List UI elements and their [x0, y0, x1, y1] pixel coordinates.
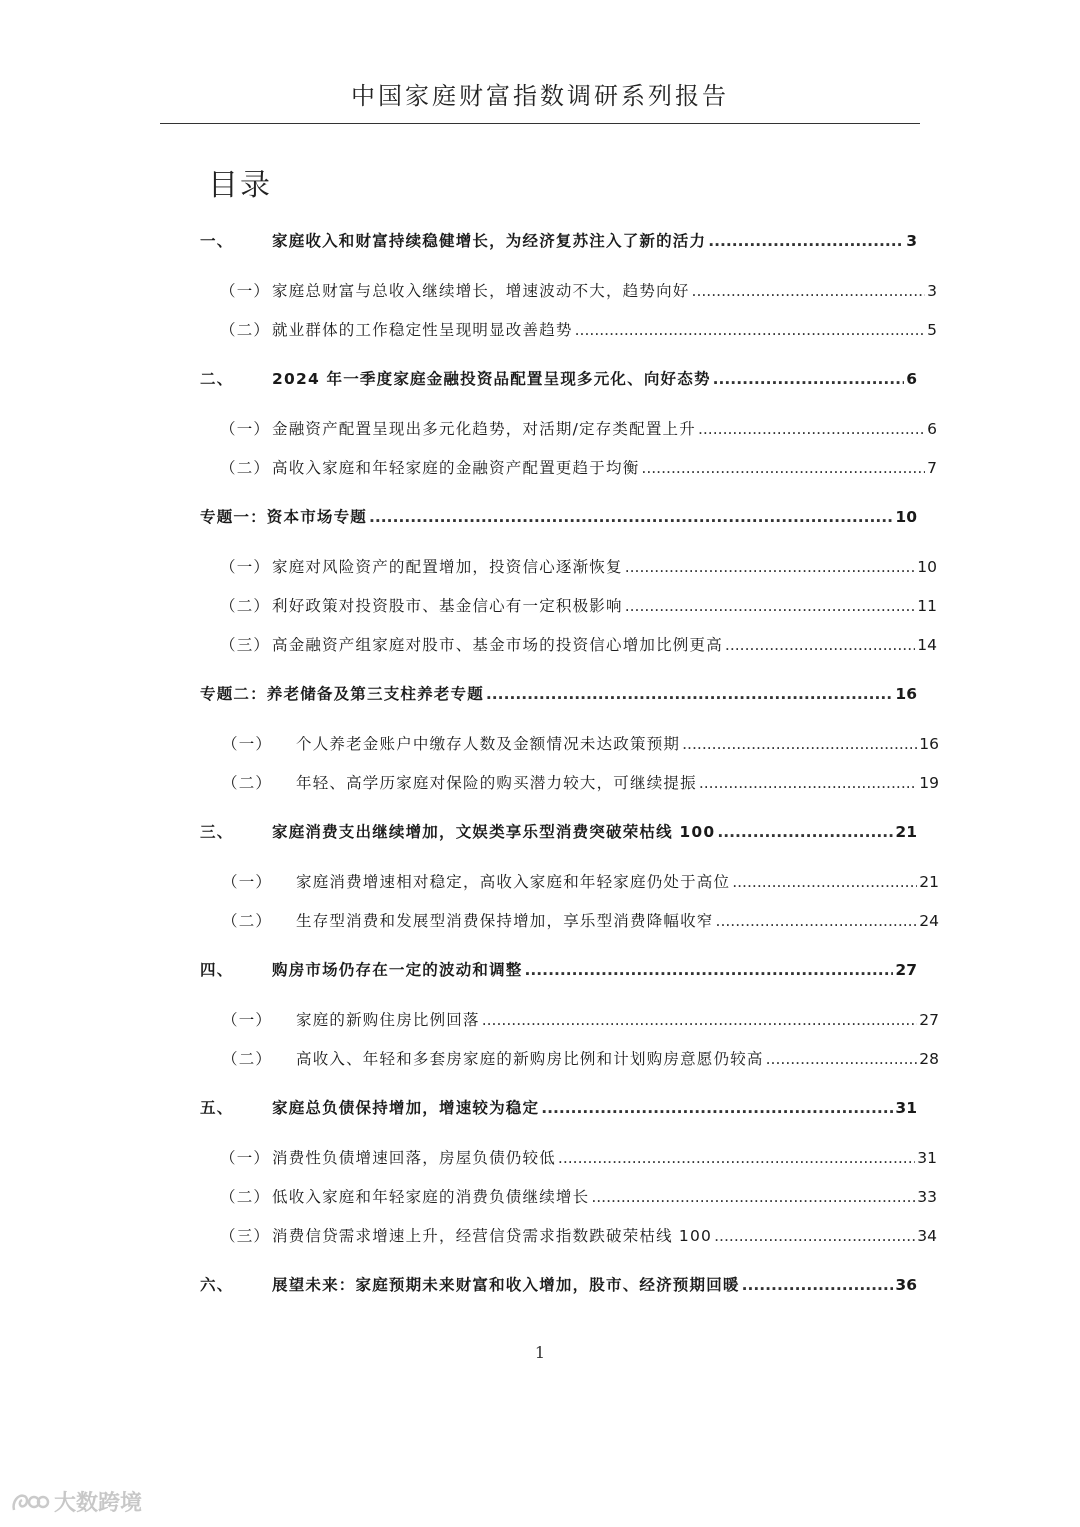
- toc-entry-number: （二）: [222, 912, 273, 930]
- toc-leader-dots: [732, 869, 917, 895]
- toc-leader-dots: [625, 593, 916, 619]
- toc-entry-page: 5: [927, 321, 937, 339]
- toc-entry-text: 家庭对风险资产的配置增加，投资信心逐渐恢复: [272, 558, 623, 576]
- toc-entry-page: 6: [906, 370, 917, 388]
- toc-entry[interactable]: [200, 455, 937, 481]
- toc-leader-dots: [698, 416, 925, 442]
- toc-entry[interactable]: [200, 504, 917, 530]
- toc-entry[interactable]: [200, 681, 917, 707]
- toc-entry[interactable]: [200, 819, 917, 845]
- toc-entry[interactable]: [200, 366, 917, 392]
- toc-leader-dots: [699, 770, 917, 796]
- toc-entry-page: 19: [919, 774, 939, 792]
- toc-entry[interactable]: [200, 317, 937, 343]
- toc-entry-page: 7: [927, 459, 937, 477]
- toc-entry[interactable]: [200, 1046, 939, 1072]
- toc-entry-page: 36: [895, 1276, 917, 1294]
- toc-entry-page: 21: [895, 823, 917, 841]
- toc-entry-text: 年轻、高学历家庭对保险的购买潜力较大，可继续提振: [296, 774, 697, 792]
- toc-entry[interactable]: [200, 554, 937, 580]
- toc-entry[interactable]: [200, 770, 939, 796]
- page-number: 1: [534, 1343, 546, 1362]
- toc-entry-text: 家庭总负债保持增加，增速较为稳定: [272, 1099, 540, 1117]
- toc-entry-text: 专题一：资本市场专题: [200, 508, 368, 526]
- toc-entry[interactable]: [200, 1145, 937, 1171]
- toc-entry-text: 消费性负债增速回落，房屋负债仍较低: [272, 1149, 556, 1167]
- toc-entry-number: （二）: [222, 774, 273, 792]
- toc-entry-text: 利好政策对投资股市、基金信心有一定积极影响: [272, 597, 623, 615]
- toc-entry-number: （二）: [220, 597, 271, 615]
- toc-entry[interactable]: [200, 1272, 917, 1298]
- toc-entry-page: 3: [906, 232, 917, 250]
- toc-entry-number: 二、: [200, 370, 234, 388]
- toc-entry-text: 金融资产配置呈现出多元化趋势，对活期/定存类配置上升: [272, 420, 696, 438]
- toc-entry[interactable]: [200, 1184, 937, 1210]
- toc-entry-text: 家庭收入和财富持续稳健增长，为经济复苏注入了新的活力: [272, 232, 707, 250]
- toc-leader-dots: [742, 1272, 894, 1298]
- toc-entry-text: 低收入家庭和年轻家庭的消费负债继续增长: [272, 1188, 590, 1206]
- toc-entry[interactable]: [200, 632, 937, 658]
- toc-leader-dots: [486, 681, 894, 707]
- toc-entry-number: （一）: [222, 873, 273, 891]
- toc-entry[interactable]: [200, 957, 917, 983]
- toc-entry-text: 个人养老金账户中缴存人数及金额情况未达政策预期: [296, 735, 681, 753]
- toc-leader-dots: [766, 1046, 918, 1072]
- watermark: [10, 1486, 142, 1517]
- toc-entry-text: 高金融资产组家庭对股市、基金市场的投资信心增加比例更高: [272, 636, 723, 654]
- toc-title: 目录: [208, 168, 272, 203]
- toc-leader-dots: [482, 1007, 918, 1033]
- toc-entry-text: 展望未来：家庭预期未来财富和收入增加，股市、经济预期回暖: [272, 1276, 740, 1294]
- toc-entry-page: 3: [927, 282, 937, 300]
- toc-leader-dots: [558, 1145, 915, 1171]
- toc-entry-text: 家庭的新购住房比例回落: [296, 1011, 480, 1029]
- watermark-text: 大数跨境: [54, 1491, 143, 1516]
- toc-entry-page: 24: [919, 912, 939, 930]
- toc-entry-page: 31: [917, 1149, 937, 1167]
- toc-entry-number: 六、: [200, 1276, 234, 1294]
- toc-entry-text: 家庭消费增速相对稳定，高收入家庭和年轻家庭仍处于高位: [296, 873, 731, 891]
- toc-leader-dots: [708, 228, 904, 254]
- toc-entry-number: （一）: [220, 282, 271, 300]
- toc-entry-number: （一）: [220, 420, 271, 438]
- toc-entry-page: 28: [919, 1050, 939, 1068]
- toc-entry-page: 21: [919, 873, 939, 891]
- toc-leader-dots: [717, 819, 893, 845]
- toc-leader-dots: [725, 632, 915, 658]
- toc-entry-text: 高收入、年轻和多套房家庭的新购房比例和计划购房意愿仍较高: [296, 1050, 764, 1068]
- page-header-title: 中国家庭财富指数调研系列报告: [351, 82, 729, 110]
- toc-leader-dots: [713, 366, 905, 392]
- toc-entry-page: 14: [917, 636, 937, 654]
- toc-entry[interactable]: [200, 278, 937, 304]
- header-divider: [160, 123, 920, 124]
- toc-entry-number: 三、: [200, 823, 234, 841]
- toc-entry-page: 33: [917, 1188, 937, 1206]
- toc-entry[interactable]: [200, 1007, 939, 1033]
- toc-entry-page: 27: [919, 1011, 939, 1029]
- toc-entry-text: 就业群体的工作稳定性呈现明显改善趋势: [272, 321, 573, 339]
- toc-entry-text: 专题二：养老储备及第三支柱养老专题: [200, 685, 484, 703]
- toc-entry-page: 6: [927, 420, 937, 438]
- toc-entry-number: （二）: [220, 459, 271, 477]
- toc-entry-number: （三）: [220, 636, 271, 654]
- toc-entry-text: 生存型消费和发展型消费保持增加，享乐型消费降幅收窄: [296, 912, 714, 930]
- toc-entry[interactable]: [200, 731, 939, 757]
- toc-entry-number: （一）: [220, 558, 271, 576]
- toc-entry-page: 10: [895, 508, 917, 526]
- toc-leader-dots: [369, 504, 893, 530]
- toc-leader-dots: [541, 1095, 893, 1121]
- toc-entry-number: （二）: [220, 321, 271, 339]
- toc-entry[interactable]: [200, 228, 917, 254]
- toc-entry-page: 31: [895, 1099, 917, 1117]
- toc-entry-number: （二）: [220, 1188, 271, 1206]
- toc-entry-number: 四、: [200, 961, 234, 979]
- toc-leader-dots: [575, 317, 926, 343]
- toc-entry[interactable]: [200, 416, 937, 442]
- toc-entry-page: 16: [895, 685, 917, 703]
- toc-leader-dots: [682, 731, 917, 757]
- toc-leader-dots: [525, 957, 894, 983]
- toc-entry-text: 消费信贷需求增速上升，经营信贷需求指数跌破荣枯线 100: [272, 1227, 713, 1245]
- toc-leader-dots: [641, 455, 925, 481]
- toc-entry[interactable]: [200, 1223, 937, 1249]
- toc-entry[interactable]: [200, 869, 939, 895]
- toc-entry-number: （二）: [222, 1050, 273, 1068]
- toc-entry-number: 一、: [200, 232, 234, 250]
- toc-entry-number: （一）: [220, 1149, 271, 1167]
- toc-entry-page: 10: [917, 558, 937, 576]
- toc-entry-text: 家庭总财富与总收入继续增长，增速波动不大，趋势向好: [272, 282, 690, 300]
- toc-leader-dots: [692, 278, 926, 304]
- toc-entry-page: 11: [917, 597, 937, 615]
- toc-entry-page: 34: [917, 1227, 937, 1245]
- toc-entry-text: 家庭消费支出继续增加，文娱类享乐型消费突破荣枯线 100: [272, 823, 716, 841]
- toc-entry[interactable]: [200, 1095, 917, 1121]
- toc-entry[interactable]: [200, 593, 937, 619]
- toc-leader-dots: [591, 1184, 915, 1210]
- toc-entry-text: 2024 年一季度家庭金融投资品配置呈现多元化、向好态势: [272, 370, 711, 388]
- toc-leader-dots: [625, 554, 916, 580]
- toc-entry-number: （一）: [222, 735, 273, 753]
- toc-entry-page: 16: [919, 735, 939, 753]
- toc-entry-text: 高收入家庭和年轻家庭的金融资产配置更趋于均衡: [272, 459, 640, 477]
- toc-entry[interactable]: [200, 908, 939, 934]
- toc-entry-page: 27: [895, 961, 917, 979]
- toc-entry-number: 五、: [200, 1099, 234, 1117]
- watermark-logo-icon: [10, 1488, 50, 1516]
- toc-entry-number: （三）: [220, 1227, 271, 1245]
- toc-entry-number: （一）: [222, 1011, 273, 1029]
- toc-entry-text: 购房市场仍存在一定的波动和调整: [272, 961, 523, 979]
- toc-leader-dots: [714, 1223, 915, 1249]
- toc-leader-dots: [716, 908, 918, 934]
